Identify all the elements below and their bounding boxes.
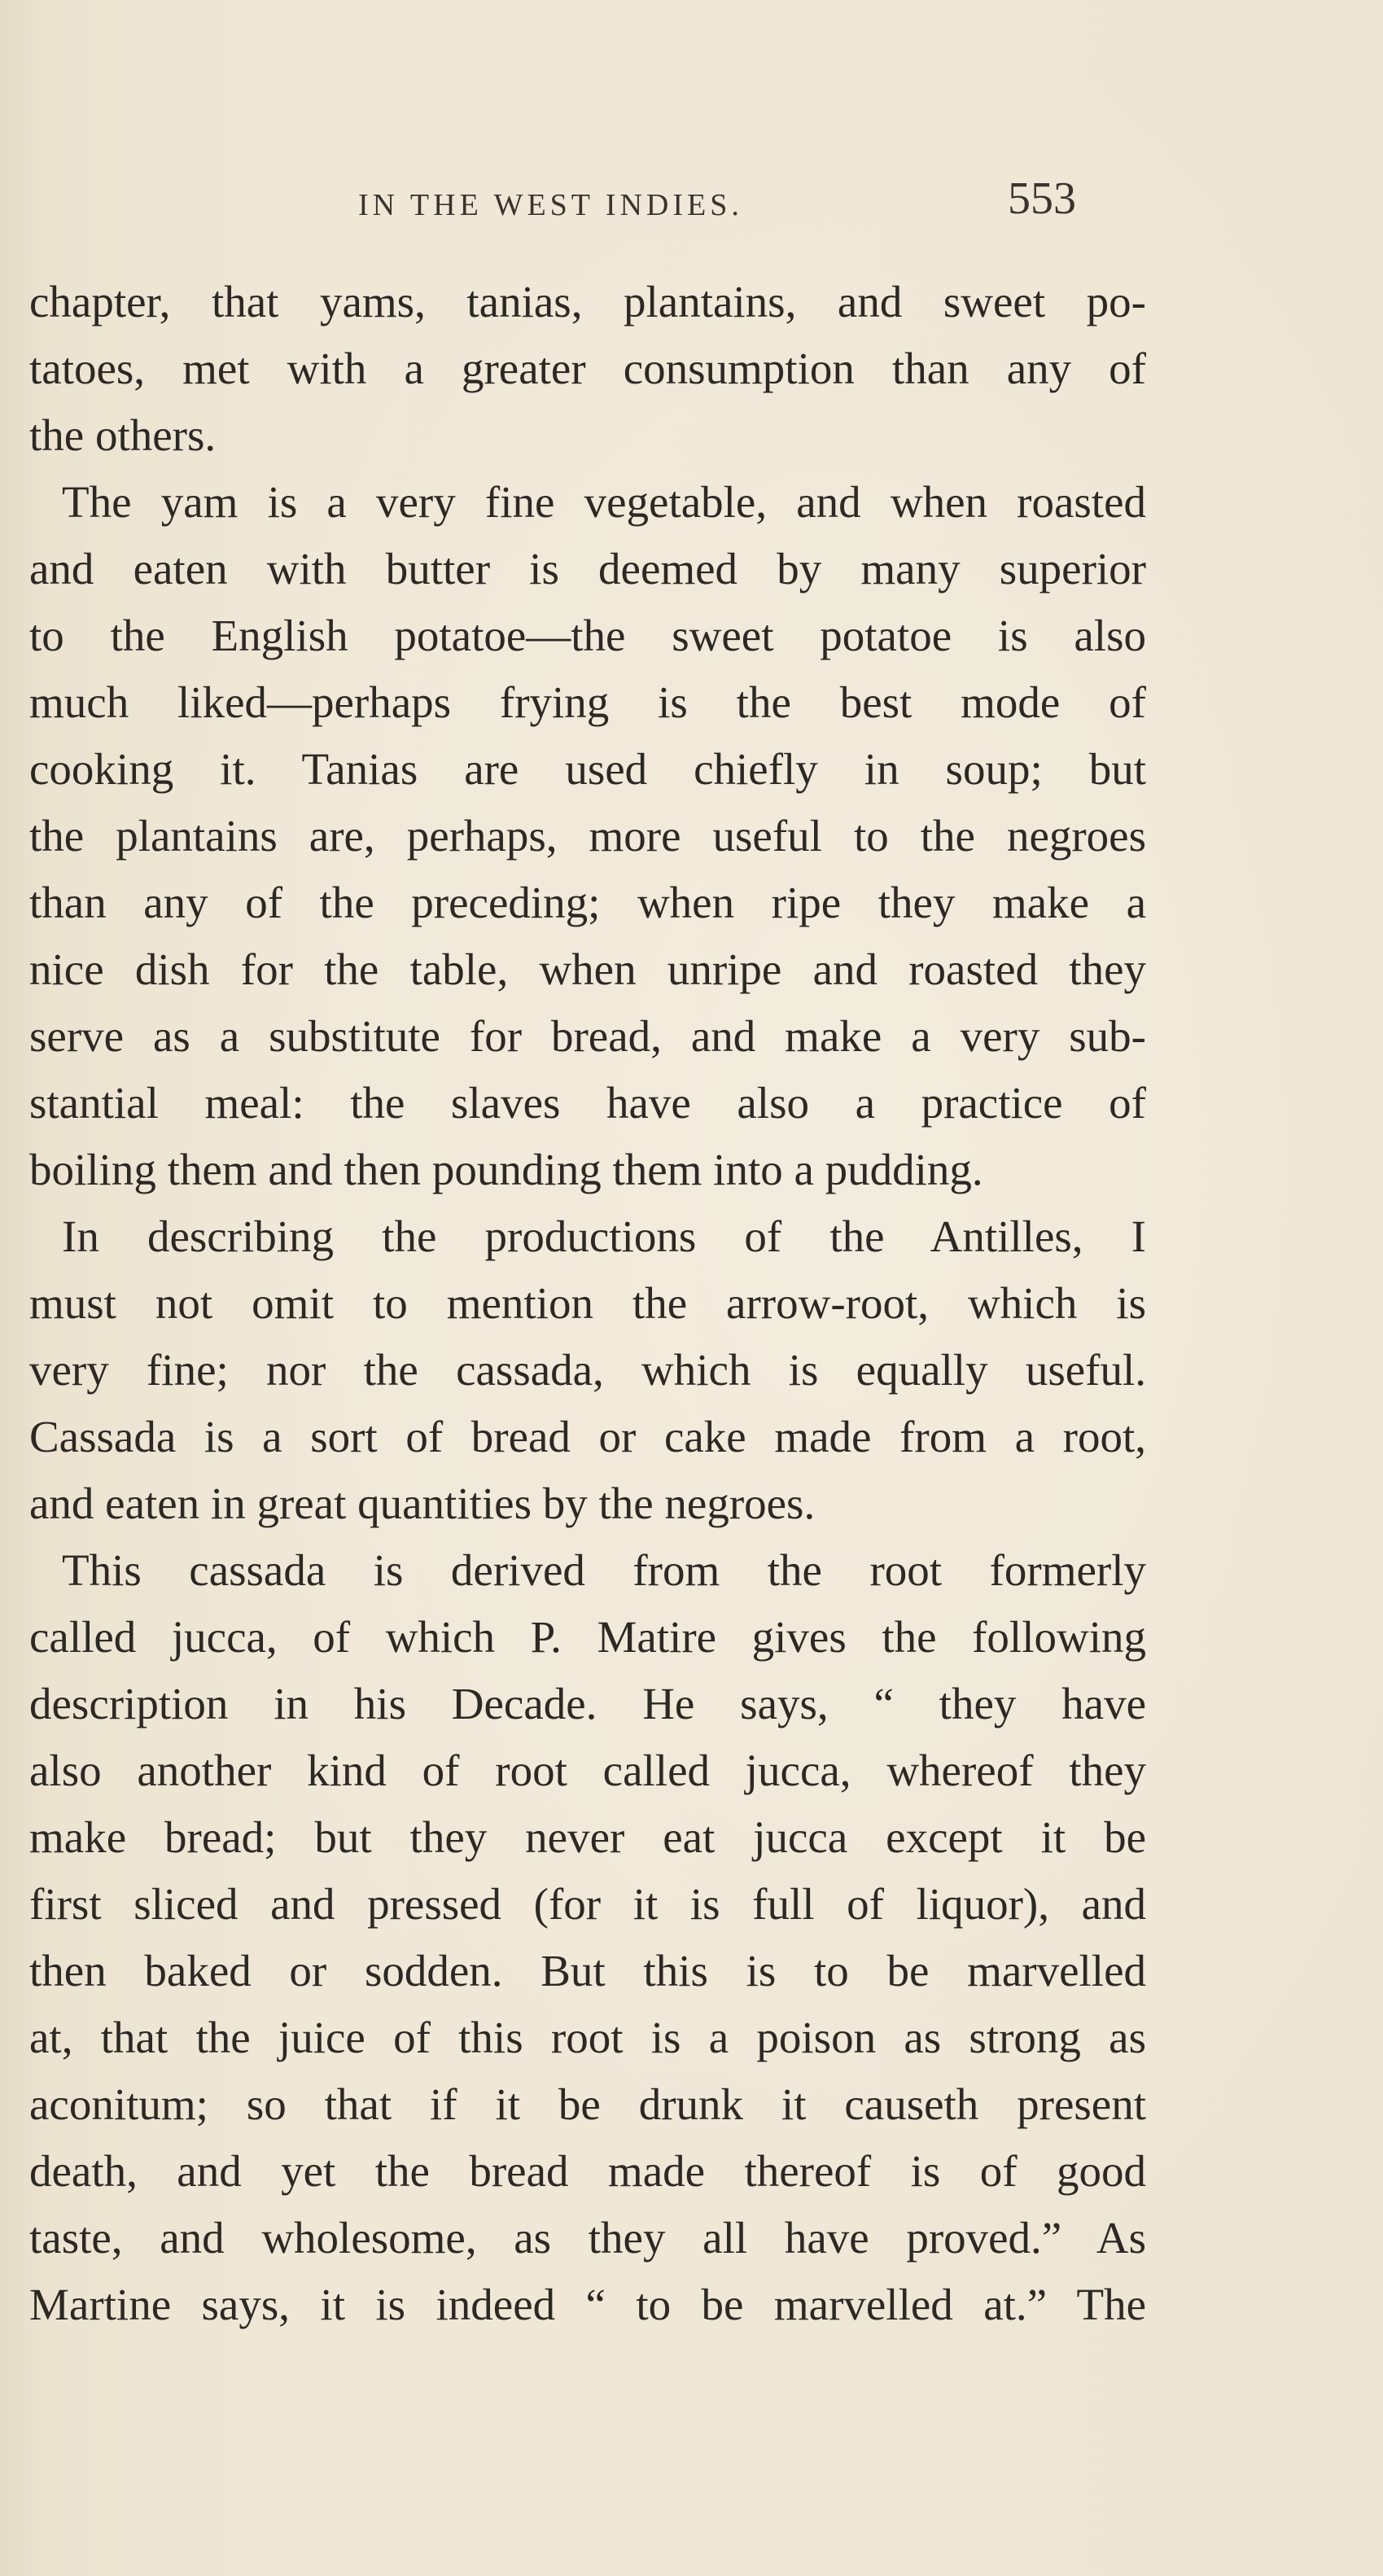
text-line: much liked—perhaps frying is the best mode of: [29, 677, 1146, 727]
text-line: very fine; nor the cassada, which is equally useful.: [29, 1345, 1146, 1395]
text-line: description in his Decade. He says, “ they have: [29, 1679, 1146, 1728]
text-line: than any of the preceding; when ripe they make a: [29, 878, 1146, 927]
text-line: In describing the productions of the Antilles, I: [62, 1211, 1146, 1261]
page-number: 553: [1008, 173, 1076, 224]
text-line: then baked or sodden. But this is to be marvelled: [29, 1946, 1146, 1996]
text-line: taste, and wholesome, as they all have proved.” As: [29, 2213, 1146, 2263]
text-line: and eaten in great quantities by the negroes.: [29, 1479, 816, 1528]
text-line: the plantains are, perhaps, more useful to the negroes: [29, 811, 1146, 861]
text-line: make bread; but they never eat jucca except it be: [29, 1812, 1146, 1862]
text-line: and eaten with butter is deemed by many superior: [29, 544, 1146, 594]
text-line: The yam is a very fine vegetable, and when roasted: [62, 477, 1146, 527]
text-line: aconitum; so that if it be drunk it causeth present: [29, 2079, 1146, 2129]
text-line: must not omit to mention the arrow-root, which is: [29, 1278, 1146, 1328]
page-header: [0, 173, 1383, 230]
body-text: [29, 269, 1146, 2338]
text-line: to the English potatoe—the sweet potatoe is also: [29, 611, 1146, 660]
text-line: serve as a substitute for bread, and make a very sub-: [29, 1011, 1146, 1061]
text-line: at, that the juice of this root is a poison as strong as: [29, 2013, 1146, 2062]
text-line: called jucca, of which P. Matire gives the following: [29, 1612, 1146, 1662]
text-line: Martine says, it is indeed “ to be marvelled at.” The: [29, 2280, 1146, 2329]
text-line: cooking it. Tanias are used chiefly in soup; but: [29, 744, 1146, 794]
text-line: Cassada is a sort of bread or cake made from a root,: [29, 1412, 1146, 1461]
text-line: tatoes, met with a greater consumption than any of: [29, 344, 1146, 393]
text-line: nice dish for the table, when unripe and roasted they: [29, 944, 1146, 994]
text-line: stantial meal: the slaves have also a practice of: [29, 1078, 1146, 1128]
text-line: This cassada is derived from the root formerly: [62, 1545, 1146, 1595]
text-line: also another kind of root called jucca, whereof they: [29, 1746, 1146, 1795]
text-line: boiling them and then pounding them into a pudding.: [29, 1145, 983, 1194]
text-line: death, and yet the bread made thereof is of good: [29, 2146, 1146, 2196]
text-line: first sliced and pressed (for it is full of liquor), and: [29, 1879, 1146, 1929]
text-line: chapter, that yams, tanias, plantains, and sweet po-: [29, 277, 1146, 326]
running-head: IN THE WEST INDIES.: [358, 188, 743, 222]
text-line: the others.: [29, 410, 217, 460]
